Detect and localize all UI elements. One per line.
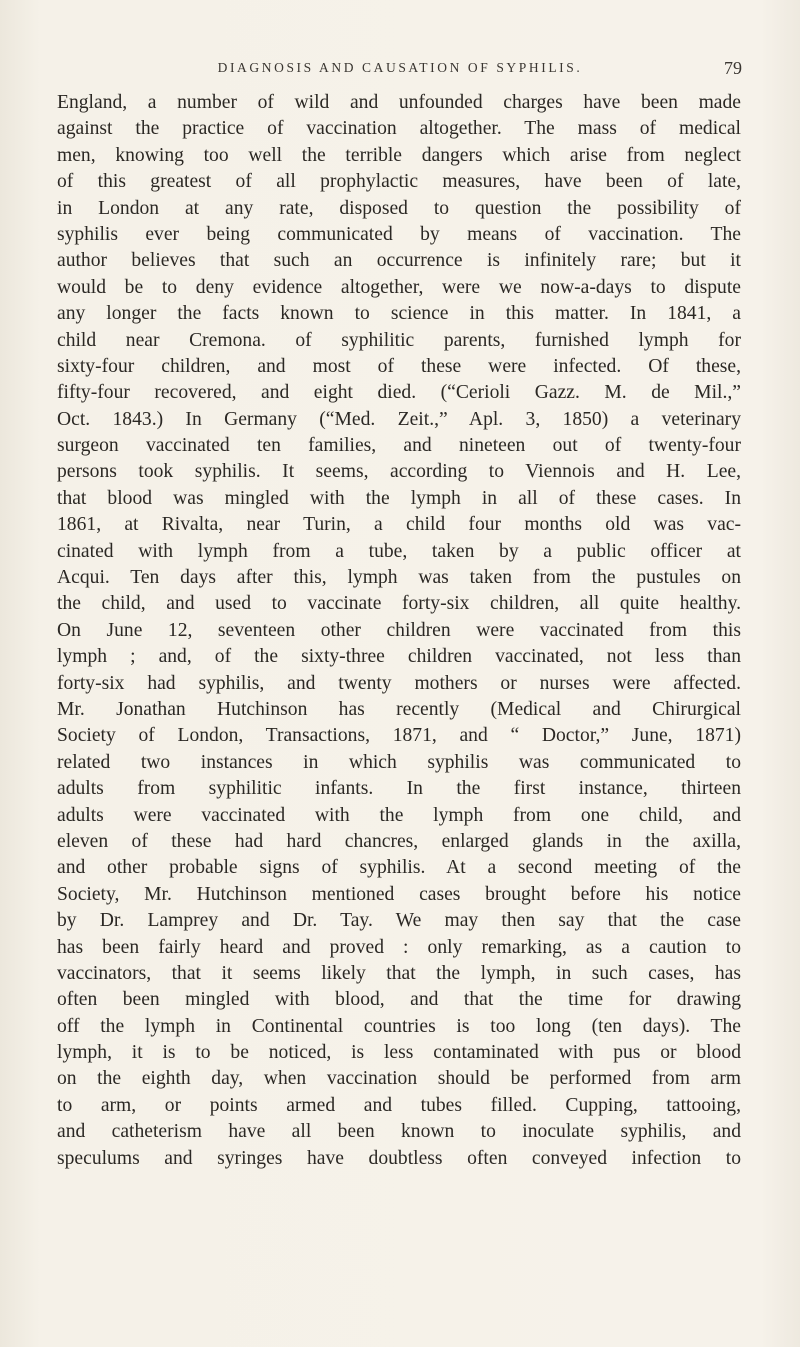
text-line: forty-six had syphilis, and twenty mothers or nurses were affected. (57, 672, 741, 694)
text-line: and other probable signs of syphilis. At a second meeting of the (57, 857, 741, 879)
text-line: of this greatest of all prophylactic measures, have been of late, (57, 171, 741, 193)
text-line: has been fairly heard and proved : only remarking, as a caution to (57, 936, 741, 958)
text-line: 1861, at Rivalta, near Turin, a child four months old was vac- (57, 514, 741, 536)
text-line: in London at any rate, disposed to question the possibility of (57, 197, 741, 219)
text-line: men, knowing too well the terrible dangers which arise from neglect (57, 144, 741, 166)
text-line: off the lymph in Continental countries is too long (ten days). The (57, 1015, 741, 1037)
page-number: 79 (724, 58, 742, 78)
text-line: On June 12, seventeen other children were vaccinated from this (57, 619, 741, 641)
text-line: to arm, or points armed and tubes filled. Cupping, tattooing, (57, 1094, 741, 1116)
text-line: speculums and syringes have doubtless often conveyed infection to (57, 1147, 741, 1169)
text-line: would be to deny evidence altogether, were we now-a-days to dispute (57, 276, 741, 298)
text-line: that blood was mingled with the lymph in all of these cases. In (57, 487, 741, 509)
text-line: Oct. 1843.) In Germany (“Med. Zeit.,” Apl. 3, 1850) a veterinary (57, 408, 741, 430)
text-line: against the practice of vaccination altogether. The mass of medical (57, 118, 741, 140)
running-head: DIAGNOSIS AND CAUSATION OF SYPHILIS. (217, 60, 583, 75)
text-line: child near Cremona. of syphilitic parents, furnished lymph for (57, 329, 741, 351)
text-line: England, a number of wild and unfounded charges have been made (57, 92, 741, 113)
text-line: surgeon vaccinated ten families, and nineteen out of twenty-four (57, 435, 741, 457)
text-line: the child, and used to vaccinate forty-six children, all quite healthy. (57, 593, 741, 615)
text-line: Acqui. Ten days after this, lymph was taken from the pustules on (57, 567, 741, 589)
text-line: related two instances in which syphilis was communicated to (57, 751, 741, 773)
text-line: syphilis ever being communicated by means of vaccination. The (57, 223, 741, 245)
text-line: and catheterism have all been known to inoculate syphilis, and (57, 1121, 741, 1143)
text-line: eleven of these had hard chancres, enlarged glands in the axilla, (57, 830, 741, 852)
text-line: often been mingled with blood, and that the time for drawing (57, 989, 741, 1011)
body-text (57, 90, 741, 1172)
text-line: lymph ; and, of the sixty-three children vaccinated, not less than (57, 646, 741, 668)
text-line: vaccinators, that it seems likely that the lymph, in such cases, has (57, 962, 741, 984)
page-header (0, 58, 800, 84)
text-line: cinated with lymph from a tube, taken by a public officer at (57, 540, 741, 562)
text-line: adults were vaccinated with the lymph from one child, and (57, 804, 741, 826)
text-line: Society of London, Transactions, 1871, and “ Doctor,” June, 1871) (57, 725, 741, 747)
text-line: any longer the facts known to science in this matter. In 1841, a (57, 303, 741, 325)
text-line: Mr. Jonathan Hutchinson has recently (Medical and Chirurgical (57, 698, 741, 720)
text-line: adults from syphilitic infants. In the first instance, thirteen (57, 778, 741, 800)
text-line: on the eighth day, when vaccination should be performed from arm (57, 1068, 741, 1090)
text-line: lymph, it is to be noticed, is less contaminated with pus or blood (57, 1042, 741, 1064)
text-line: Society, Mr. Hutchinson mentioned cases brought before his notice (57, 883, 741, 905)
text-line: by Dr. Lamprey and Dr. Tay. We may then say that the case (57, 910, 741, 932)
text-line: author believes that such an occurrence is infinitely rare; but it (57, 250, 741, 272)
text-line: sixty-four children, and most of these were infected. Of these, (57, 355, 741, 377)
text-line: persons took syphilis. It seems, according to Viennois and H. Lee, (57, 461, 741, 483)
text-line: fifty-four recovered, and eight died. (“Cerioli Gazz. M. de Mil.,” (57, 382, 741, 404)
